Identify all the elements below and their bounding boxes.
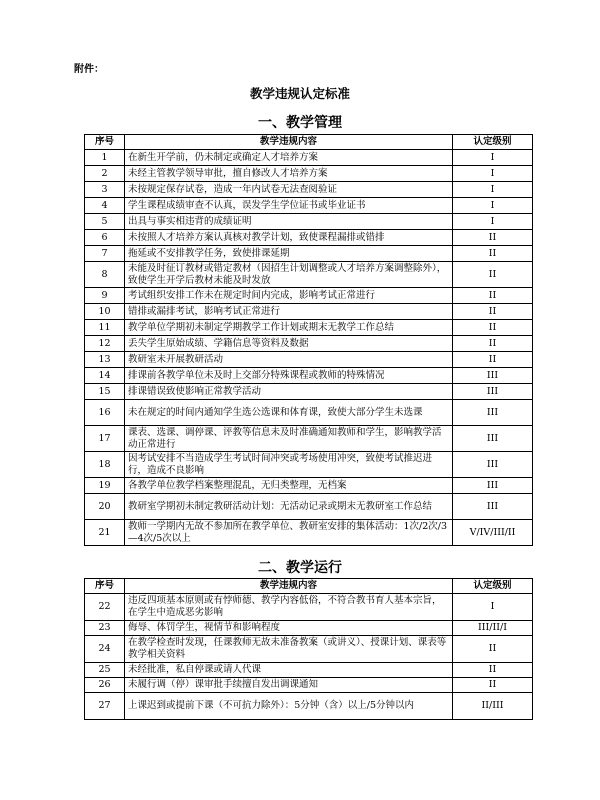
row-level: I — [453, 594, 533, 621]
row-number: 8 — [85, 262, 125, 288]
row-level: II — [453, 352, 533, 368]
table-row — [85, 678, 533, 693]
table-row — [85, 520, 533, 546]
row-content: 教学单位学期初未制定学期教学工作计划或期末无教学工作总结 — [125, 320, 453, 336]
row-number: 14 — [85, 368, 125, 384]
row-level: I — [453, 150, 533, 166]
row-number: 16 — [85, 400, 125, 426]
row-number: 18 — [85, 452, 125, 478]
row-content: 未经主管教学领导审批，擅自修改人才培养方案 — [125, 166, 453, 182]
row-content: 在教学检查时发现，任课教师无故未准备教案（或讲义）、授课计划、课表等教学相关资料 — [125, 636, 453, 663]
row-number: 19 — [85, 478, 125, 494]
row-number: 26 — [85, 678, 125, 693]
table-row — [85, 262, 533, 288]
row-level: II/III — [453, 693, 533, 720]
header-level: 认定级别 — [453, 135, 533, 150]
row-number: 5 — [85, 214, 125, 230]
table-header-row — [85, 579, 533, 594]
row-number: 9 — [85, 288, 125, 304]
row-content: 未履行调（停）课审批手续擅自发出调课通知 — [125, 678, 453, 693]
header-number: 序号 — [85, 135, 125, 150]
row-number: 20 — [85, 494, 125, 520]
row-number: 7 — [85, 246, 125, 262]
row-content: 教师一学期内无故不参加所在教学单位、教研室安排的集体活动：1次/2次/3—4次/5次以上 — [125, 520, 453, 546]
row-level: III — [453, 452, 533, 478]
row-content: 课表、选课、调停课、评教等信息未及时准确通知教师和学生，影响教学活动正常进行 — [125, 426, 453, 452]
table-row — [85, 368, 533, 384]
table-row — [85, 246, 533, 262]
row-level: III/II/I — [453, 621, 533, 636]
row-number: 24 — [85, 636, 125, 663]
table-row — [85, 166, 533, 182]
row-content: 在新生开学前，仍未制定或确定人才培养方案 — [125, 150, 453, 166]
table-row — [85, 198, 533, 214]
row-content: 排课错误致使影响正常教学活动 — [125, 384, 453, 400]
row-level: III — [453, 400, 533, 426]
row-content: 未经批准，私自停课或请人代课 — [125, 663, 453, 678]
row-number: 15 — [85, 384, 125, 400]
table-row — [85, 452, 533, 478]
row-content: 教研室未开展教研活动 — [125, 352, 453, 368]
table-row — [85, 336, 533, 352]
row-level: I — [453, 198, 533, 214]
table-row — [85, 594, 533, 621]
section-title-teaching-operation: 二、教学运行 — [258, 560, 342, 576]
table-row — [85, 621, 533, 636]
row-number: 2 — [85, 166, 125, 182]
row-content: 因考试安排不当造成学生考试时间冲突或考场使用冲突，致使考试推迟进行，造成不良影响 — [125, 452, 453, 478]
row-level: III — [453, 368, 533, 384]
row-level: I — [453, 166, 533, 182]
row-level: II — [453, 230, 533, 246]
row-number: 23 — [85, 621, 125, 636]
header-content: 教学违规内容 — [125, 579, 453, 594]
row-level: II — [453, 663, 533, 678]
row-number: 12 — [85, 336, 125, 352]
table-row — [85, 320, 533, 336]
row-level: II — [453, 336, 533, 352]
table-row — [85, 426, 533, 452]
row-content: 教研室学期初未制定教研活动计划：无活动记录或期末无教研室工作总结 — [125, 494, 453, 520]
table-row — [85, 214, 533, 230]
section-title-teaching-management: 一、教学管理 — [258, 115, 342, 131]
row-number: 11 — [85, 320, 125, 336]
row-level: II — [453, 246, 533, 262]
row-level: III — [453, 494, 533, 520]
row-number: 4 — [85, 198, 125, 214]
table-row — [85, 693, 533, 720]
row-number: 10 — [85, 304, 125, 320]
row-number: 13 — [85, 352, 125, 368]
teaching-operation-table — [84, 578, 533, 720]
table-row — [85, 663, 533, 678]
row-level: III — [453, 384, 533, 400]
row-content: 考试组织安排工作未在规定时间内完成，影响考试正常进行 — [125, 288, 453, 304]
row-level: II — [453, 678, 533, 693]
table-row — [85, 230, 533, 246]
header-number: 序号 — [85, 579, 125, 594]
row-level: V/IV/III/II — [453, 520, 533, 546]
row-level: II — [453, 636, 533, 663]
row-level: III — [453, 426, 533, 452]
document-title: 教学违规认定标准 — [249, 86, 350, 101]
row-content: 各教学单位教学档案整理混乱，无归类整理，无档案 — [125, 478, 453, 494]
row-level: II — [453, 262, 533, 288]
teaching-management-table — [84, 134, 533, 546]
row-content: 违反四项基本原则或有悖师德、教学内容低俗，不符合教书育人基本宗旨，在学生中造成恶劣影响 — [125, 594, 453, 621]
row-content: 未按规定保存试卷，造成一年内试卷无法查阅验证 — [125, 182, 453, 198]
row-number: 17 — [85, 426, 125, 452]
row-content: 错排或漏排考试，影响考试正常进行 — [125, 304, 453, 320]
row-level: II — [453, 304, 533, 320]
table-row — [85, 400, 533, 426]
row-content: 排课前各教学单位未及时上交部分特殊课程或教师的特殊情况 — [125, 368, 453, 384]
table-row — [85, 304, 533, 320]
attachment-label: 附件： — [74, 64, 104, 75]
row-number: 25 — [85, 663, 125, 678]
table-row — [85, 636, 533, 663]
row-level: II — [453, 288, 533, 304]
row-content: 未能及时征订教材或错定教材（因招生计划调整或人才培养方案调整除外），致使学生开学后教材未能及时发放 — [125, 262, 453, 288]
row-number: 3 — [85, 182, 125, 198]
header-level: 认定级别 — [453, 579, 533, 594]
row-content: 拖延或不安排教学任务，致使排课延期 — [125, 246, 453, 262]
table-row — [85, 384, 533, 400]
table-row — [85, 288, 533, 304]
row-level: III — [453, 478, 533, 494]
row-number: 22 — [85, 594, 125, 621]
table-header-row — [85, 135, 533, 150]
row-content: 未在规定的时间内通知学生选公选课和体育课，致使大部分学生未选课 — [125, 400, 453, 426]
row-content: 丢失学生原始成绩、学籍信息等资料及数据 — [125, 336, 453, 352]
row-number: 6 — [85, 230, 125, 246]
row-content: 学生课程成绩审查不认真，误发学生学位证书或毕业证书 — [125, 198, 453, 214]
row-number: 27 — [85, 693, 125, 720]
table-row — [85, 150, 533, 166]
table-row — [85, 494, 533, 520]
row-content: 未按照人才培养方案认真核对教学计划，致使课程漏排或错排 — [125, 230, 453, 246]
header-content: 教学违规内容 — [125, 135, 453, 150]
row-content: 上课迟到或提前下课（不可抗力除外）：5分钟（含）以上/5分钟以内 — [125, 693, 453, 720]
table-row — [85, 352, 533, 368]
row-number: 21 — [85, 520, 125, 546]
row-level: I — [453, 214, 533, 230]
row-content: 侮辱、体罚学生，视情节和影响程度 — [125, 621, 453, 636]
row-content: 出具与事实相违背的成绩证明 — [125, 214, 453, 230]
table-row — [85, 182, 533, 198]
row-number: 1 — [85, 150, 125, 166]
row-level: II — [453, 320, 533, 336]
table-row — [85, 478, 533, 494]
row-level: I — [453, 182, 533, 198]
